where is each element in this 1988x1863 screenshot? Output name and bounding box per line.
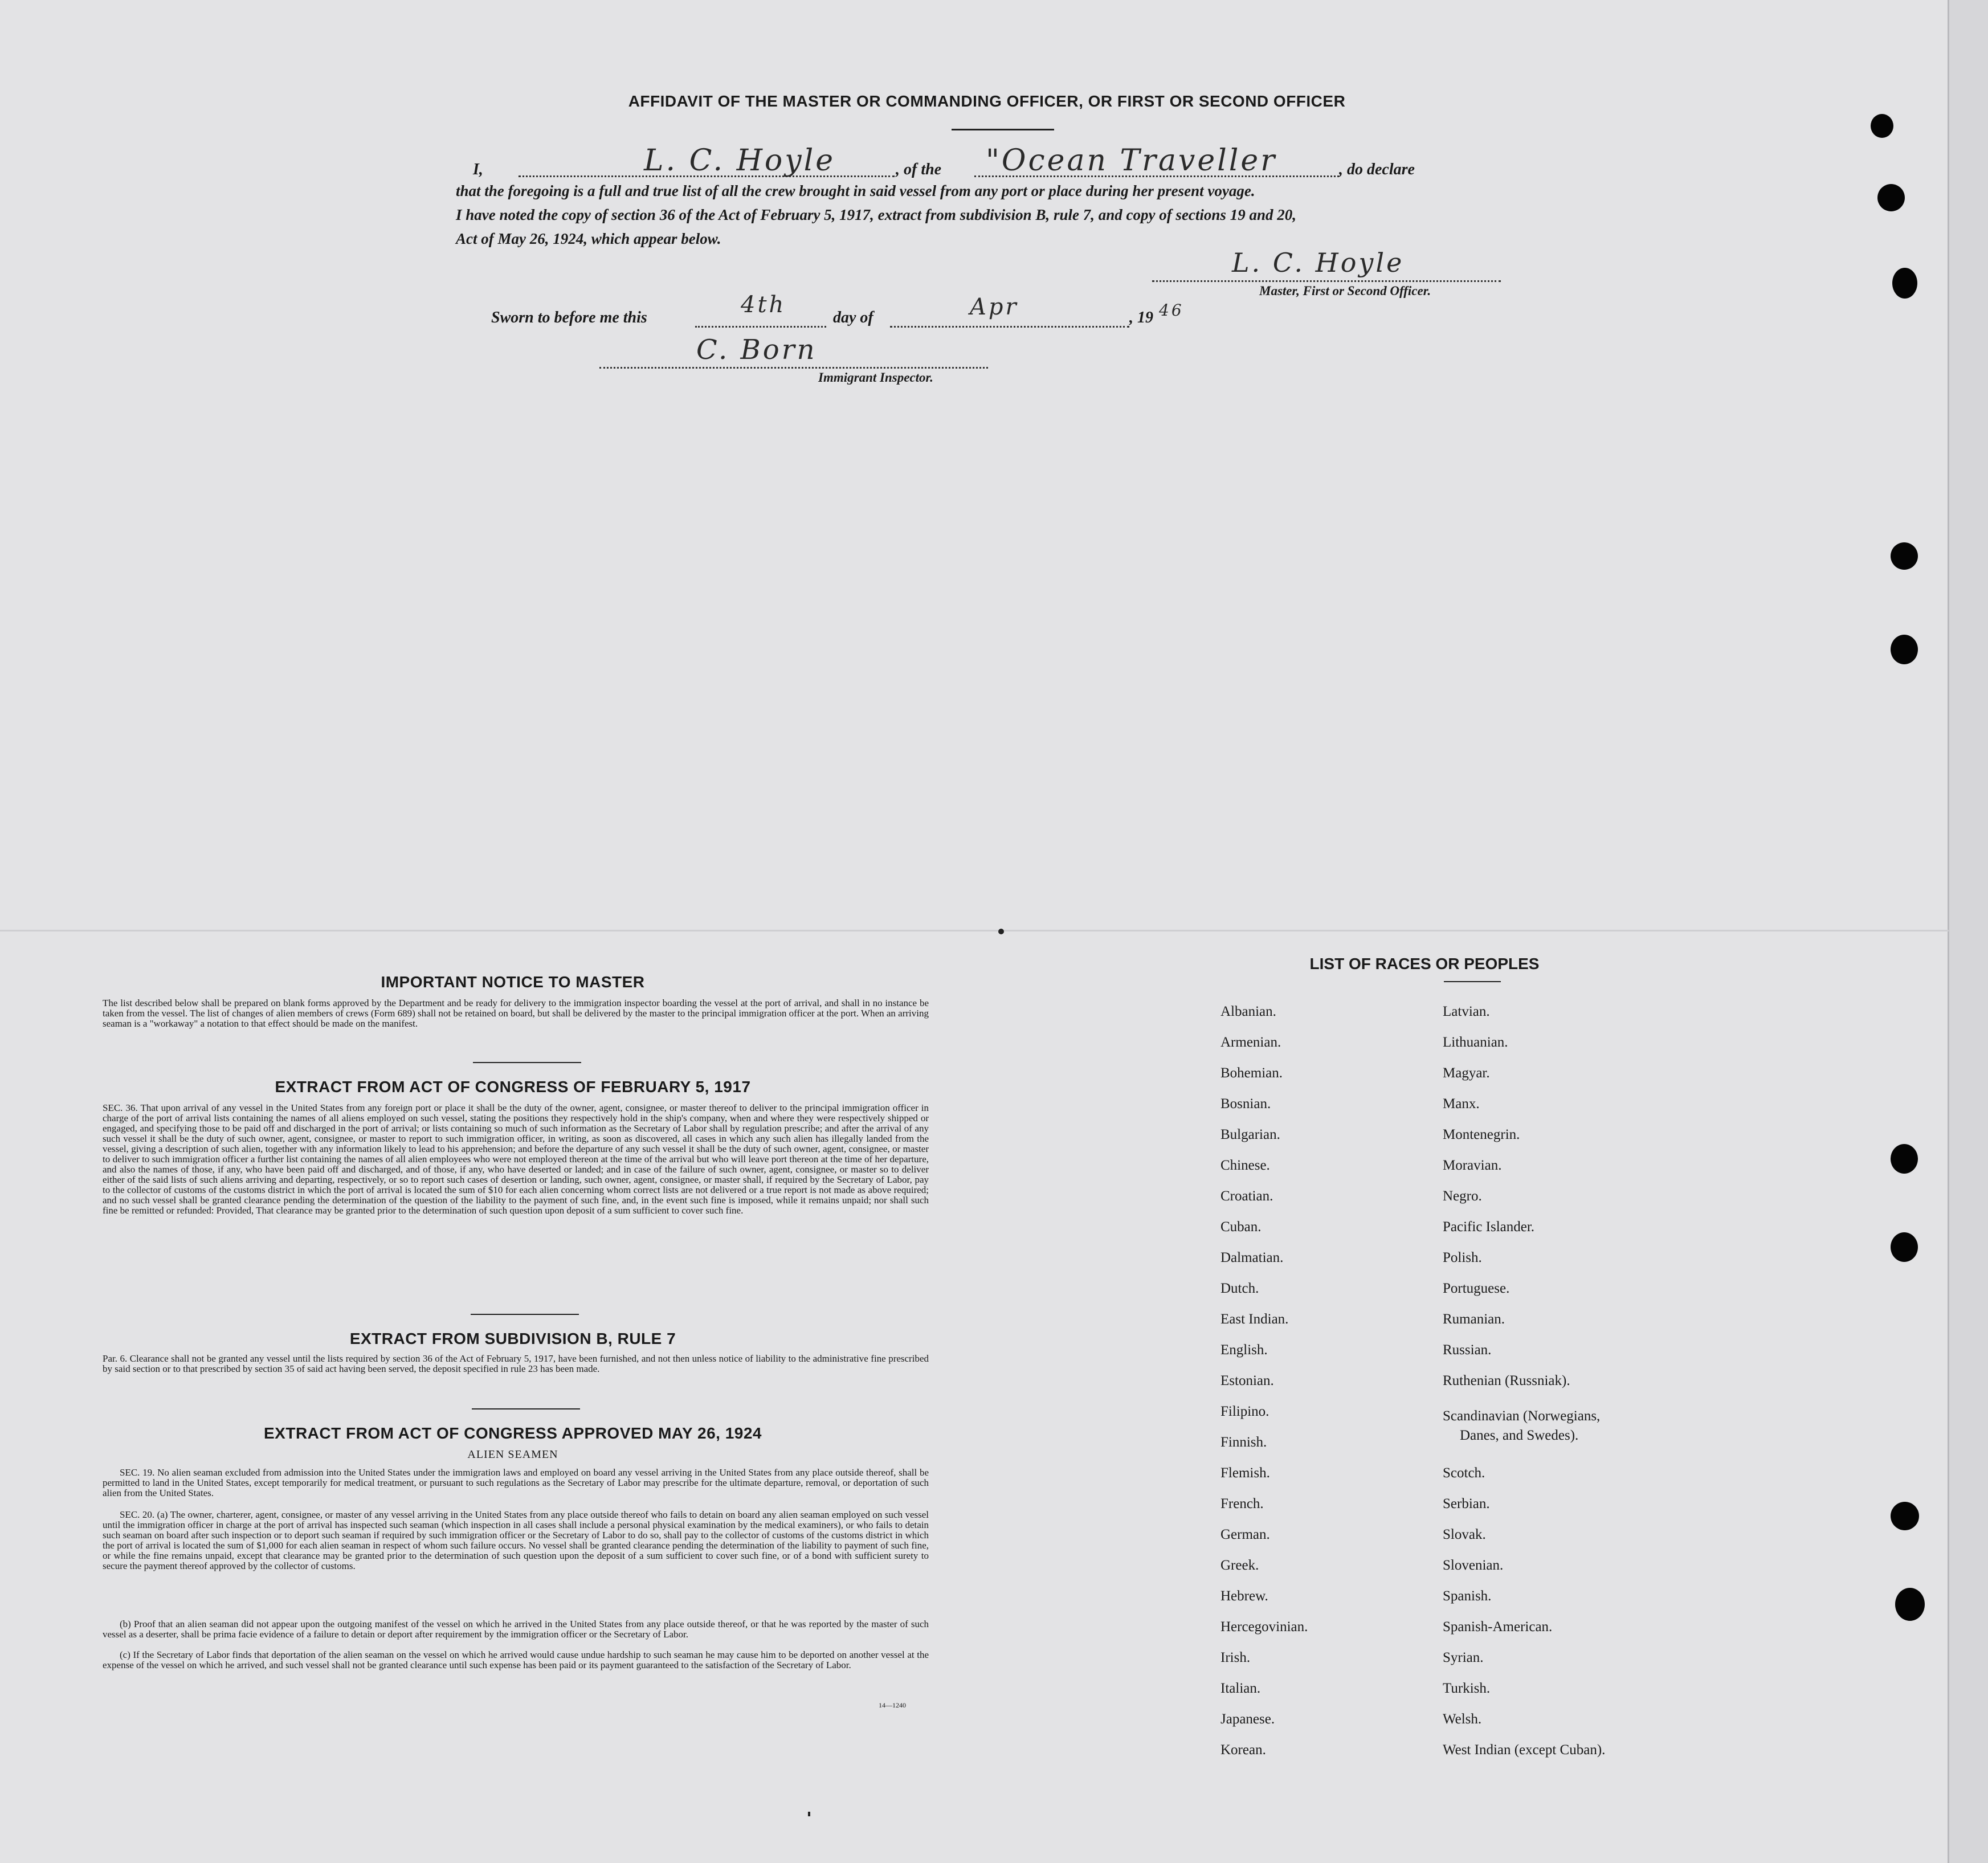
race-item: Bohemian.	[1220, 1065, 1283, 1081]
inspector-signature-line	[599, 334, 988, 369]
ink-speck	[808, 1812, 810, 1816]
race-item: Dutch.	[1220, 1281, 1259, 1296]
affidavit-line-3: I have noted the copy of section 36 of the Act of February 5, 1917, extract from subdivision B, rule 7, and copy of sections 19 and 20,	[456, 206, 1296, 223]
race-item: Portuguese.	[1443, 1281, 1510, 1296]
races-divider	[1444, 981, 1501, 982]
race-item: Moravian.	[1443, 1158, 1502, 1173]
race-item: Armenian.	[1220, 1035, 1281, 1050]
vessel-name-field	[974, 144, 1339, 178]
race-item: Finnish.	[1220, 1435, 1267, 1450]
race-item: East Indian.	[1220, 1312, 1289, 1327]
notice-title: IMPORTANT NOTICE TO MASTER	[381, 973, 645, 991]
race-item: Croatian.	[1220, 1188, 1273, 1204]
race-item: Welsh.	[1443, 1711, 1482, 1727]
race-item: Negro.	[1443, 1188, 1482, 1204]
day-of-label: day of	[833, 309, 873, 326]
race-item: Flemish.	[1220, 1465, 1270, 1481]
race-item: Russian.	[1443, 1342, 1492, 1358]
title-divider	[952, 129, 1054, 130]
page-edge-line	[1948, 0, 1949, 1863]
rule-7-divider	[472, 1408, 580, 1409]
extract-1924-sec20a: SEC. 20. (a) The owner, charterer, agent, consignee, or master of any vessel arriving in the United States from any place outside thereof who fails to detain on board any alien seaman employed on such vessel until the immigration officer in charge at the port of arrival has inspected such seaman (which inspection in all cases shall include a personal physical examination by the medical examiners), or who fails to detain such seaman on board after such inspection or to deport such seaman if required by such immigration officer or the Secretary of Labor to do so, shall pay to the collector of customs of the customs district in which the port of arrival is located the sum of $1,000 for each alien seaman in respect of whom such failure occurs. No vessel shall be granted clearance pending the determination of the liability to payment of such fine, or while the fine remains unpaid, except that clearance may be granted prior to the determination of such question upon the deposit of a sum sufficient to cover such fine, or of a bond with sufficient surety to secure the payment thereof approved by the collector of customs.	[103, 1509, 929, 1571]
race-item: Albanian.	[1220, 1004, 1276, 1019]
center-fold	[0, 930, 1949, 932]
extract-1924-sec20b: (b) Proof that an alien seaman did not appear upon the outgoing manifest of the vessel on which he arrived in the United States from any place outside thereof, or that he was reported by the master of such vessel as a deserter, shall be prima facie evidence of a failure to detain or deport after requirement by the immigration officer or the Secretary of Labor.	[103, 1619, 929, 1640]
race-item: Montenegrin.	[1443, 1127, 1520, 1142]
race-item: Japanese.	[1220, 1711, 1275, 1727]
officer-signature-line	[1152, 247, 1501, 282]
extract-1917-title: EXTRACT FROM ACT OF CONGRESS OF FEBRUARY 5, 1917	[275, 1078, 751, 1096]
extract-1924-title: EXTRACT FROM ACT OF CONGRESS APPROVED MAY 26, 1924	[264, 1424, 762, 1442]
race-item: Dalmatian.	[1220, 1250, 1284, 1265]
race-item: Rumanian.	[1443, 1312, 1505, 1327]
declare-label: , do declare	[1339, 161, 1415, 178]
sworn-line	[491, 292, 1289, 336]
inspector-signature: C. Born	[696, 334, 817, 366]
officer-signature: L. C. Hoyle	[1232, 247, 1405, 278]
notice-divider	[473, 1062, 581, 1063]
race-item: West Indian (except Cuban).	[1443, 1742, 1606, 1758]
race-item: Slovak.	[1443, 1527, 1486, 1542]
sworn-label: Sworn to before me this	[491, 309, 647, 326]
race-item: Syrian.	[1443, 1650, 1484, 1665]
race-item: German.	[1220, 1527, 1270, 1542]
punch-hole	[1891, 635, 1918, 664]
race-item: Slovenian.	[1443, 1558, 1504, 1573]
year-suffix-handwriting: 46	[1159, 301, 1184, 320]
page-edge-shadow	[1949, 0, 1988, 1863]
race-item: Bulgarian.	[1220, 1127, 1280, 1142]
races-title: LIST OF RACES OR PEOPLES	[1309, 955, 1540, 973]
officer-caption: Master, First or Second Officer.	[1259, 284, 1431, 298]
race-item: Scandinavian (Norwegians,	[1443, 1408, 1601, 1424]
rule-7-title: EXTRACT FROM SUBDIVISION B, RULE 7	[349, 1330, 676, 1347]
race-item: English.	[1220, 1342, 1268, 1358]
sworn-month-field	[890, 296, 1129, 328]
sworn-month-handwriting: Apr	[970, 294, 1019, 320]
of-the-label: , of the	[896, 161, 942, 178]
punch-hole	[1891, 1232, 1918, 1262]
race-item: Bosnian.	[1220, 1096, 1271, 1112]
punch-hole	[1891, 542, 1918, 570]
race-item: Scotch.	[1443, 1465, 1485, 1481]
punch-hole	[1895, 1588, 1925, 1621]
affidavit-title: AFFIDAVIT OF THE MASTER OR COMMANDING OFFICER, OR FIRST OR SECOND OFFICER	[628, 92, 1346, 110]
punch-hole	[1892, 268, 1917, 299]
extract-1924-sec20c: (c) If the Secretary of Labor finds that deportation of the alien seaman on the vessel on which he arrived would cause undue hardship to such seaman he may cause him to be deported on another vessel at the expense of the vessel on which he arrived, and such vessel shall not be granted clearance until such expense has been paid or its payment guaranteed to the satisfaction of the Secretary of Labor.	[103, 1649, 929, 1670]
race-item: Danes, and Swedes).	[1460, 1428, 1579, 1443]
race-item: Lithuanian.	[1443, 1035, 1508, 1050]
race-item: Korean.	[1220, 1742, 1266, 1758]
rule-7-text: Par. 6. Clearance shall not be granted any vessel until the lists required by section 36 of the Act of February 5, 1917, have been furnished, and not then unless notice of liability to the administrative fine prescribed by said section or to that prescribed by section 35 of said act having been served, the deposit specified in rule 23 has been made.	[103, 1353, 929, 1374]
affidavit-line-2: that the foregoing is a full and true list of all the crew brought in said vessel from any port or place during her present voyage.	[456, 182, 1255, 199]
extract-1917-text: SEC. 36. That upon arrival of any vessel in the United States from any foreign port or place it shall be the duty of the owner, agent, consignee, or master thereof to deliver to the principal immigration officer in charge of the port of arrival lists containing the names of all aliens employed on such vessel, stating the positions they respectively hold in the ship's company, when and where they were respectively shipped or engaged, and specifying those to be paid off and discharged in the port of arrival; or lists containing so much of such information as the Secretary of Labor shall by regulation prescribe; and after the arrival of any such vessel it shall be the duty of such owner, agent, consignee, or master to report to such immigration officer, in writing, as soon as discovered, all cases in which any such alien has illegally landed from the vessel, giving a description of such alien, together with any information likely to lead to his apprehension; and before the departure of any such vessel it shall be the duty of such owner, agent, consignee, or master to deliver to such immigration officer a further list containing the names of all alien employees who were not employed thereon at the time of the arrival but who will leave port thereon at the time of her departure, and also the names of those, if any, who have been paid off and discharged, and of those, if any, who have deserted or landed; and in case of the failure of such owner, agent, consignee, or master so to deliver either of the said lists of such aliens arriving and departing, respectively, or so to report such cases of desertion or landing, such owner, agent, consignee, or master shall, if required by the Secretary of Labor, pay to the collector of customs of the customs district in which the port of arrival is located the sum of $10 for each alien concerning whom correct lists are not delivered or a true report is not made as above required; and no such vessel shall be granted clearance pending the determination of the question of the liability to the payment of such fine, and, in the event such fine is imposed, while it remains unpaid; nor shall such fine be remitted or refunded: Provided, That clearance may be granted prior to the determination of such question upon deposit of a sum sufficient to cover such fine.	[103, 1102, 929, 1216]
race-item: Irish.	[1220, 1650, 1251, 1665]
master-name-handwriting: L. C. Hoyle	[644, 144, 836, 178]
race-item: Italian.	[1220, 1681, 1261, 1696]
notice-text: The list described below shall be prepared on blank forms approved by the Department and be ready for delivery to the immigration inspector boarding the vessel at the port of arrival, and shall in no instance be taken from the vessel. The list of changes of alien members of crews (Form 689) shall not be retained on board, but shall be delivered by the master to the principal immigration officer at the port. When an arriving seaman is a "workaway" a notation to that effect should be made on the manifest.	[103, 998, 929, 1029]
race-item: Hercegovinian.	[1220, 1619, 1308, 1635]
race-item: Serbian.	[1443, 1496, 1490, 1511]
race-item: Estonian.	[1220, 1373, 1274, 1388]
race-item: French.	[1220, 1496, 1264, 1511]
punch-hole	[1891, 1144, 1918, 1174]
sworn-day-field	[695, 292, 826, 328]
punch-hole	[1891, 1502, 1919, 1530]
race-item: Turkish.	[1443, 1681, 1491, 1696]
race-item: Ruthenian (Russniak).	[1443, 1373, 1570, 1388]
punch-hole	[1871, 114, 1893, 138]
race-item: Manx.	[1443, 1096, 1480, 1112]
race-item: Chinese.	[1220, 1158, 1270, 1173]
affidavit-line-1	[473, 144, 1533, 181]
inspector-caption: Immigrant Inspector.	[818, 370, 933, 385]
year-prefix: , 19	[1129, 309, 1153, 326]
form-number: 14—1240	[879, 1701, 906, 1709]
race-item: Greek.	[1220, 1558, 1259, 1573]
sworn-day-handwriting: 4th	[741, 292, 786, 318]
race-item: Pacific Islander.	[1443, 1219, 1535, 1235]
master-name-field	[519, 144, 895, 178]
race-item: Cuban.	[1220, 1219, 1262, 1235]
extract-1924-sec19: SEC. 19. No alien seaman excluded from admission into the United States under the immigration laws and employed on board any vessel arriving in the United States from any place outside thereof, shall be permitted to land in the United States, except temporarily for medical treatment, or pursuant to such regulations as the Secretary of Labor may prescribe for the ultimate departure, removal, or deportation of such alien from the United States.	[103, 1467, 929, 1498]
extract-1917-divider	[471, 1314, 579, 1315]
race-item: Hebrew.	[1220, 1588, 1268, 1604]
vessel-name-handwriting: "Ocean Traveller	[986, 144, 1277, 178]
affidavit-line-4: Act of May 26, 1924, which appear below.	[456, 230, 721, 247]
race-item: Polish.	[1443, 1250, 1482, 1265]
extract-1924-subtitle: ALIEN SEAMEN	[467, 1448, 558, 1461]
race-item: Filipino.	[1220, 1404, 1269, 1419]
race-item: Latvian.	[1443, 1004, 1490, 1019]
race-item: Magyar.	[1443, 1065, 1490, 1081]
i-label: I,	[473, 161, 483, 178]
punch-hole	[1877, 184, 1905, 211]
race-item: Spanish.	[1443, 1588, 1492, 1604]
ink-speck	[998, 929, 1004, 934]
race-item: Spanish-American.	[1443, 1619, 1553, 1635]
